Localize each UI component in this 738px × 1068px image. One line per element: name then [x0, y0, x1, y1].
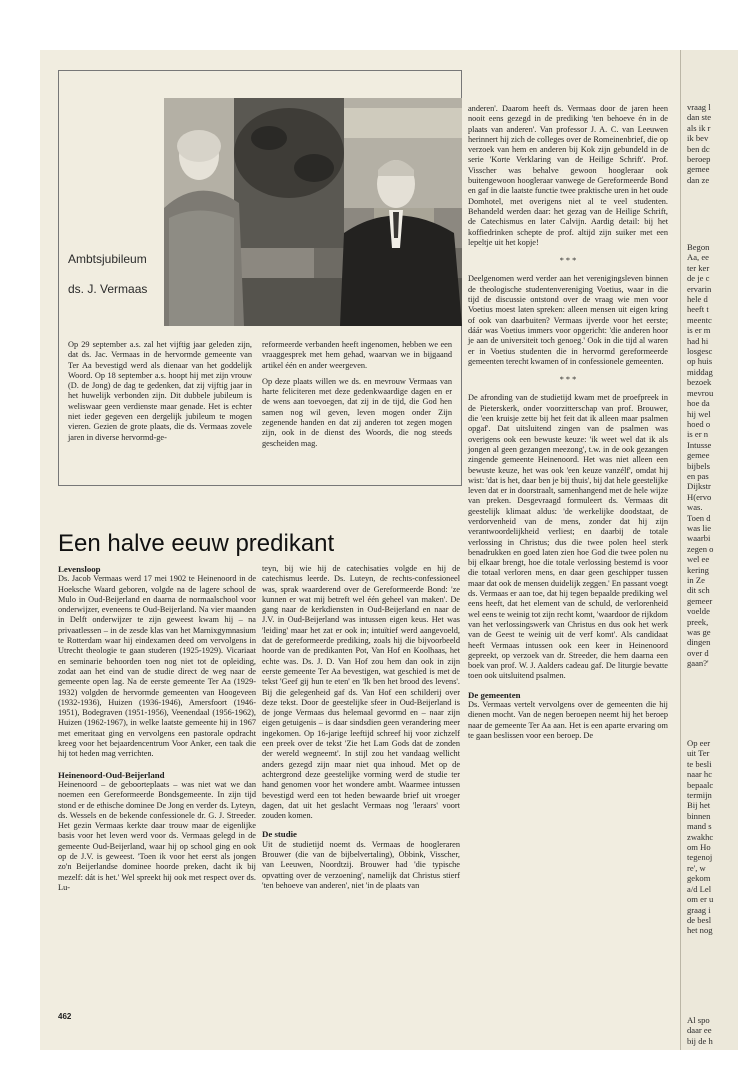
col3-paragraph-2: Deelgenomen werd verder aan het verenigingsleven binnen de theologische studentenvereniging Voetius, waar in die tijd de discussie ontstond over de vraag wie men voor Voetius moest laten spreken: alleen mensen uit eigen kring of ook van daarbuiten? Vermaas ijverde voor het eerste; dáár was Voetius immers voor opgericht: 'die anderen hoor je aan de universiteit toch genoeg.' Ook in die tijd al waren er in Voetius studenten die in hervormd gereformeerde gemeenten terecht kwamen of in confessionele gemeenten. [468, 274, 668, 366]
intro-left [68, 340, 252, 443]
couple-photo [164, 98, 462, 326]
separator-stars-2: * * * [559, 375, 577, 385]
photo-drawing [164, 98, 462, 326]
heading-studie: De studie [262, 829, 297, 840]
col1-paragraph-2: Heinenoord – de geboorteplaats – was niet wat we dan noemen een Gereformeerde Bondsgemeente. In zijn tijd stond er de ethische dominee De Jong en verder ds. Lyteyn, ds. Wessels en de bekende confessionele dr. G. J. Streeder. Het gezin Vermaas kerkte daar trouw maar de eigenlijke basis voor het leven werd voor ds. Vermaas gelegd in de gemeente Oud-Beijerland, waar hij op school ging en ook op de J.V. is geweest. 'Toen ik voor het eerst als jongen zo'n Beijerlandse dominee hoorde preken, dacht ik bij mezelf: dát is het.' Wel spreekt hij ook met respect over ds. Lu- [58, 779, 256, 892]
col1-paragraph-1: Ds. Jacob Vermaas werd 17 mei 1902 te Heinenoord in de Hoeksche Waard geboren, volgde na de lagere school de Mulo in Oud-Beijerland en daarna de normaalschool voor onderwijzer, eveneens te Oud-Beijerland. Na vier maanden in Delft onderwijzer te zijn geweest kwam hij – na privaatlessen – in de zesde klas van het Marnixgymnasium te Rotterdam waar hij eindexamen deed om vervolgens in Utrecht theologie te gaan studeren (1925-1929). Vicariaat en seminarie behoorden toen nog niet tot de opleiding, zodat aan het eind van de studie direct de weg naar de gemeente open lag. Na de eerste gemeente Ter Aa (1929-1932) volgden de hervormde gemeenten van Hoogeveen (1932-1936), Huizen (1936-1946), Amersfoort (1946-1951), Bodegraven (1951-1956), Veenendaal (1956-1962), Huizen (1962-1967), in welke laatste gemeente hij in 1967 met emeritaat ging en vervolgens een pastorale opdracht kreeg voor het bejaardencentrum Voor Anker, een taak die hij tot heden mag verrichten. [58, 574, 256, 759]
edge-text-end: Al spo daar ee bij de h [687, 1015, 713, 1046]
caption-ambtsjubileum: Ambtsjubileum [68, 252, 147, 266]
heading-gemeenten: De gemeenten [468, 689, 521, 700]
intro-left-text: Op 29 september a.s. zal het vijftig jaar geleden zijn, dat ds. Jac. Vermaas in de hervormde gemeente van Ter Aa bevestigd werd als dienaar van het goddelijk Woord. Op 18 september a.s. hoopt hij met zijn vrouw (D. de Jong) de dag te gedenken, dat zij vijftig jaar in het huwelijk verbonden zijn. Dit dubbele jubileum is weliswaar geen verdienste maar genade. Het is echter niet ieder gegeven een dergelijk jubileum te mogen vieren. Gezien de grote plaats, die ds. Vermaas zovele jaren in diverse hervormd-ge- [68, 340, 252, 442]
headline: Een halve eeuw predikant [58, 530, 335, 557]
intro-right-text-1: reformeerde verbanden heeft ingenomen, hebben we een vraaggesprek met hem gehad, waarvan we in bijgaand artikel één en ander weergeven. [262, 340, 452, 370]
intro-right-text-2: Op deze plaats willen we ds. en mevrouw Vermaas van harte feliciteren met deze gedenkwaardige dagen en er de wens aan toevoegen, dat zij in de tijd, die God hen samen nog wil geven, leven mogen onder Zijn zegenende handen en dat zij anderen tot zegen mogen zijn, ook in de dienst des Woords, die nog steeds gescheiden mag. [262, 376, 452, 448]
heading-heinenoord: Heinenoord-Oud-Beijerland [58, 769, 165, 780]
col3-paragraph-4: Ds. Vermaas vertelt vervolgens over de gemeenten die hij dienen mocht. Van de negen beroepen neemt hij het beroep naar de gemeente Ter Aa aan. Het is een aparte ervaring om te gaan beslissen voor een beroep. De [468, 700, 668, 740]
intro-right [262, 340, 452, 449]
edge-text-lower: Op eer uit Ter te besli naar hc bepaalc termijn Bij het binnen mand s zwakhc om Ho tegenoj re', w gekom a/d Lel om er u graag i de besl het nog [687, 738, 714, 936]
caption-name: ds. J. Vermaas [68, 282, 148, 296]
separator-stars-1: * * * [559, 256, 577, 266]
col3-paragraph-1: anderen'. Daarom heeft ds. Vermaas door de jaren heen nooit eens gezegd in de prediking 'ten behoeve én in de plaats van anderen'. Van professor J. A. C. van Leeuwen herinnert hij zich de colleges over de Romeinenbrief, die op verzoek van hem en anderen bij Kok zijn gebundeld in de serie 'Korte Verklaring van de Heilige Schrift'. Prof. Visscher was behalve gewoon hoogleraar ook buitengewoon hoogleraar vanwege de Gereformeerde Bond en gaf in die laatste functie twee praktische uren in het oude Domhotel, met overigens niet al te veel studenten. Behandeld werden daar: het gezag van de Heilige Schrift, de Catechismus en later Calvijn. Aardig detail: bij het koffiedrinken schepte de prof. altijd zijn suiker met een lepeltje uit het kopje! [468, 104, 668, 247]
column-1 [58, 564, 256, 893]
column-2 [262, 564, 460, 891]
page-number: 462 [58, 1012, 72, 1021]
col3-paragraph-3: De afronding van de studietijd kwam met de proefpreek in de Pieterskerk, onder voorzitterschap van prof. Brouwer, die 'een kruisje zette bij het feit dat ik alleen maar psalmen opgaf'. Dat uitsluitend zingen van de psalmen was overigens ook een bewuste keuze: 'ik weet wel dat ik als jongen al geen gezangen meezong', t.w. in de ook gezangen zingende gemeente Heinenoord. Het was niet alleen een bewuste keuze, het was ook 'een keuze vanzélf', omdat hij wist: 'dat is het, daar ben je bij thuis', bij dat hele geestelijke leven dat er in doorstraalt, samenhangend met de hele wijze van preken. Desgevraagd formuleert ds. Vermaas dit geestelijk klimaat aldus: 'de werkelijke doodstaat, de verdorvenheid van de mens, zonder dat hij zijn verantwoordelijkheid verliest; en daarbij de totale verlossing in Christus; dus die twee polen heel sterk benadrukken en goed laten zien hoe God die twee polen nu bij elkaar brengt, hoe die totale verlossing bestemd is voor die totaal verloren mens, en daar geen geschipper tussen maar dat ook de mensen duidelijk zeggen.' En passant voegt ds. Vermaas er aan toe, dat hij tegen bepaalde prediking wel eens heeft, dat het element van de schuld, de verlorenheid wel eens te weinig tot zijn recht komt, 'waardoor de rijkdom van het verlossingswerk van Christus en dus ook het werk van de Geest te weinig uit de verf komt'. Als candidaat heeft Vermaas intussen ook een keer in Heinenoord gepreekt, op verzoek van dr. Streeder, die hem daarna een boek van prof. W. J. Aalders cadeau gaf. De liturgie bevatte toen ook uitsluitend psalmen. [468, 393, 668, 681]
adjacent-page-edge [680, 50, 738, 1050]
edge-text-middle: Begon Aa, ee ter ker de je c ervarin hele d heeft t meentc is er m had hi losgesc op huis middag bezoek mevrou hoe da hij wel hoed o is er n Intusse gemee bijbels en pas Dijkstr H(ervo was. Toen d was lie waarbi zegen o wel ee kering in Ze dit sch gemeer voelde preek, was ge dingen over d gaan?' [687, 242, 714, 669]
edge-text-top: vraag l dan ste als ik r ik bev ben dc beroep gemee dan ze [687, 102, 712, 185]
col2-paragraph-1: teyn, bij wie hij de catechisaties volgde en hij de catechismus leerde. Ds. Luteyn, de rechts-confessioneel was, sprak waarderend over de Gereformeerde Bond: 'ze kunnen er wat mij betreft wel één geheel van maken'. De gang naar de kerkdiensten in Oud-Beijerland en naar de J.V. in Oud-Beijerland was intussen eigen keus. Het was 'leiding' maar het zat er ook in; intuïtief werd aangevoeld, dat de gereformeerde prediking, zoals hij die bijvoorbeeld hoorde van de predikanten Pot, Van Hof en Koolhaas, het echte was. Ds. J. D. Van Hof zou hem dan ook in zijn eerste gemeente Ter Aa bevestigen, wat geschied is met de tekst 'Geef gij hun te eten' en 'Ik ben het brood des levens'. Bij die gelegenheid gaf ds. Van Hof een schilderij over deze tekst. Door de geestelijke sfeer in Oud-Beijerland is de jonge Vermaas dus helemaal gevormd en – naar zijn eigen getuigenis – is daar sindsdien geen verandering meer ingekomen. Op 16-jarige leeftijd schreef hij voor zichzelf een preek over de tekst 'Zie het Lam Gods dat de zonden der wereld wegneemt'. In stijl zou het vandaag wellicht anders gezegd zijn maar niet qua inhoud. Met op de achtergrond deze geestelijke vorming werd de studie ter hand genomen voor het wondere ambt. Waarmee intussen bevestigd werd een tot heden bewaarde brief uit vroeger dagen, dat uit het geslacht Vermaas nog 'leraars' voort zouden komen. [262, 564, 460, 821]
heading-levensloop: Levensloop [58, 564, 101, 574]
column-3 [468, 104, 668, 741]
col2-paragraph-2: Uit de studietijd noemt ds. Vermaas de hoogleraren Brouwer (die van de bijbelvertaling), Obbink, Visscher, van Leeuwen, Noordtzij. Brouwer had 'die typische opvatting over de verzoening', namelijk dat Christus stierf 'ten behoeve van anderen', niet 'in de plaats van [262, 839, 460, 890]
